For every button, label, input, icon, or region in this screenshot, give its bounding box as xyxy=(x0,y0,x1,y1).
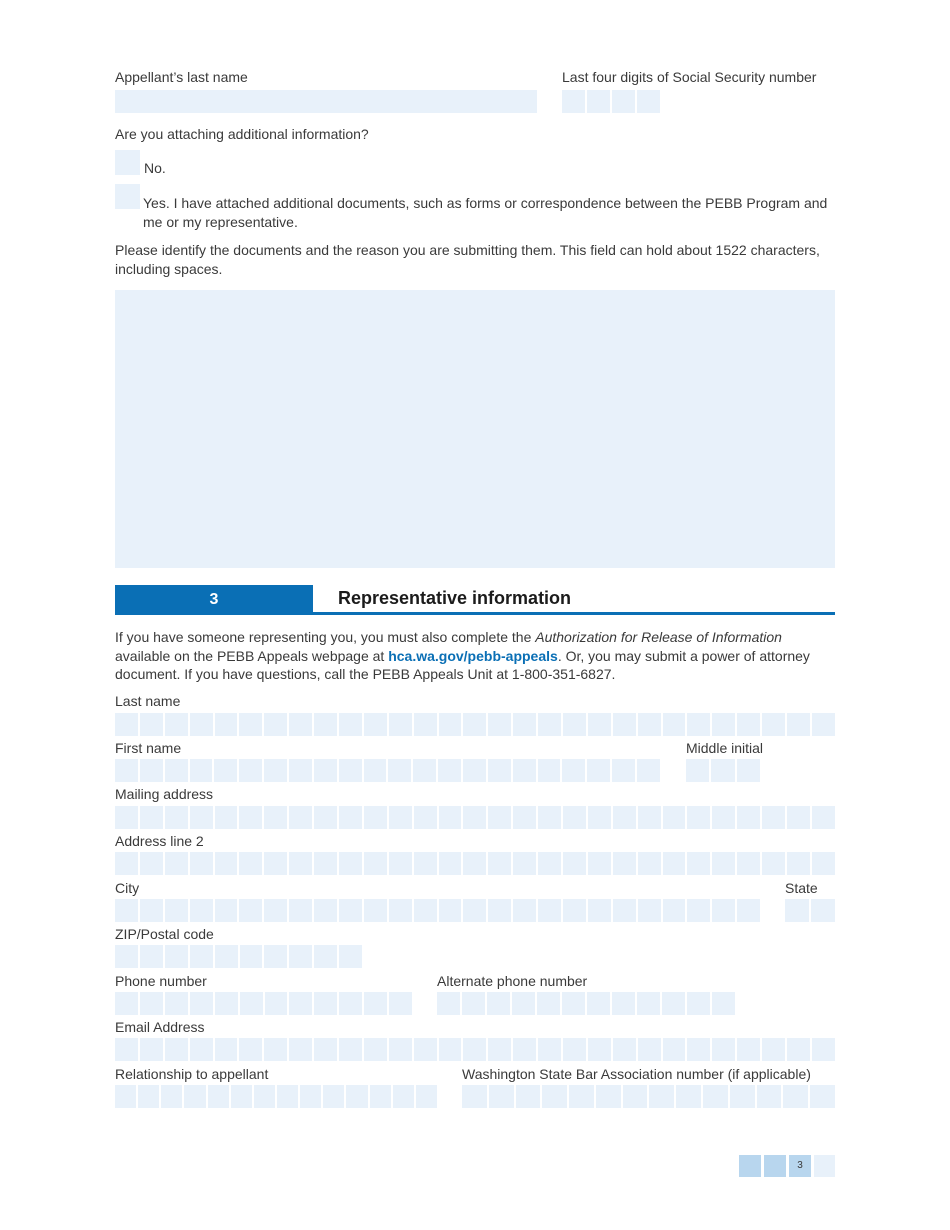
comb-cell[interactable] xyxy=(215,1038,238,1061)
comb-cell[interactable] xyxy=(712,806,735,829)
comb-cell[interactable] xyxy=(712,899,735,922)
comb-cell[interactable] xyxy=(676,1085,701,1108)
comb-cell[interactable] xyxy=(762,1038,785,1061)
comb-cell[interactable] xyxy=(339,899,362,922)
comb-cell[interactable] xyxy=(115,1085,136,1108)
comb-cell[interactable] xyxy=(612,90,635,113)
comb-cell[interactable] xyxy=(612,759,635,782)
comb-cell[interactable] xyxy=(663,899,686,922)
comb-cell[interactable] xyxy=(463,759,486,782)
comb-cell[interactable] xyxy=(663,1038,686,1061)
comb-cell[interactable] xyxy=(140,1038,163,1061)
state-input[interactable] xyxy=(785,899,835,922)
page-box-1 xyxy=(739,1155,761,1177)
comb-cell[interactable] xyxy=(762,806,785,829)
comb-cell[interactable] xyxy=(563,806,586,829)
comb-cell[interactable] xyxy=(264,945,287,968)
comb-cell[interactable] xyxy=(264,899,287,922)
comb-cell[interactable] xyxy=(140,899,163,922)
comb-cell[interactable] xyxy=(264,1038,287,1061)
comb-cell[interactable] xyxy=(289,945,312,968)
comb-cell[interactable] xyxy=(737,713,760,736)
comb-cell[interactable] xyxy=(161,1085,182,1108)
appellant-last-name-input[interactable] xyxy=(115,90,537,113)
comb-cell[interactable] xyxy=(537,992,560,1015)
intro-text-1: If you have someone representing you, you must also complete the xyxy=(115,629,536,645)
mailing-address-label: Mailing address xyxy=(115,786,214,802)
comb-cell[interactable] xyxy=(240,945,263,968)
comb-cell[interactable] xyxy=(757,1085,782,1108)
comb-cell[interactable] xyxy=(588,713,611,736)
comb-cell[interactable] xyxy=(314,806,337,829)
comb-cell[interactable] xyxy=(686,759,709,782)
comb-cell[interactable] xyxy=(612,992,635,1015)
alt-phone-label: Alternate phone number xyxy=(437,973,588,989)
comb-cell[interactable] xyxy=(785,899,809,922)
comb-cell[interactable] xyxy=(364,899,387,922)
comb-cell[interactable] xyxy=(215,945,238,968)
comb-cell[interactable] xyxy=(812,852,835,875)
comb-cell[interactable] xyxy=(140,992,163,1015)
comb-cell[interactable] xyxy=(588,852,611,875)
comb-cell[interactable] xyxy=(264,759,287,782)
comb-cell[interactable] xyxy=(389,992,412,1015)
section-number: 3 xyxy=(115,585,313,614)
comb-cell[interactable] xyxy=(339,945,362,968)
documents-textarea[interactable] xyxy=(115,290,835,568)
comb-cell[interactable] xyxy=(165,852,188,875)
zip-input[interactable] xyxy=(115,945,362,968)
comb-cell[interactable] xyxy=(323,1085,344,1108)
alt-phone-input[interactable] xyxy=(437,992,735,1015)
comb-cell[interactable] xyxy=(346,1085,367,1108)
comb-cell[interactable] xyxy=(542,1085,567,1108)
comb-cell[interactable] xyxy=(516,1085,541,1108)
comb-cell[interactable] xyxy=(289,899,312,922)
comb-cell[interactable] xyxy=(783,1085,808,1108)
comb-cell[interactable] xyxy=(737,806,760,829)
comb-cell[interactable] xyxy=(239,899,262,922)
comb-cell[interactable] xyxy=(762,713,785,736)
comb-cell[interactable] xyxy=(370,1085,391,1108)
city-label: City xyxy=(115,880,140,896)
comb-cell[interactable] xyxy=(208,1085,229,1108)
comb-cell[interactable] xyxy=(289,852,312,875)
comb-cell[interactable] xyxy=(300,1085,321,1108)
comb-cell[interactable] xyxy=(538,713,561,736)
comb-cell[interactable] xyxy=(165,1038,188,1061)
comb-cell[interactable] xyxy=(687,899,710,922)
comb-cell[interactable] xyxy=(513,759,536,782)
comb-cell[interactable] xyxy=(613,899,636,922)
no-checkbox[interactable] xyxy=(115,150,140,175)
comb-cell[interactable] xyxy=(264,806,287,829)
comb-cell[interactable] xyxy=(588,1038,611,1061)
comb-cell[interactable] xyxy=(265,992,288,1015)
comb-cell[interactable] xyxy=(563,852,586,875)
comb-cell[interactable] xyxy=(289,713,312,736)
middle-initial-label: Middle initial xyxy=(686,740,764,756)
comb-cell[interactable] xyxy=(439,852,462,875)
comb-cell[interactable] xyxy=(215,806,238,829)
comb-cell[interactable] xyxy=(638,713,661,736)
comb-cell[interactable] xyxy=(239,759,262,782)
comb-cell[interactable] xyxy=(364,852,387,875)
address-line2-label: Address line 2 xyxy=(115,833,204,849)
comb-cell[interactable] xyxy=(488,806,511,829)
comb-cell[interactable] xyxy=(687,992,710,1015)
comb-cell[interactable] xyxy=(538,852,561,875)
comb-cell[interactable] xyxy=(138,1085,159,1108)
comb-cell[interactable] xyxy=(638,806,661,829)
comb-cell[interactable] xyxy=(538,1038,561,1061)
intro-text-3: . Or, you may submit a power of attorney document. If you have questions, call the PEBB Appeals Unit at 1-800-351-6827. xyxy=(115,647,810,682)
comb-cell[interactable] xyxy=(712,1038,735,1061)
comb-cell[interactable] xyxy=(703,1085,728,1108)
attach-question: Are you attaching additional information? xyxy=(115,126,369,142)
comb-cell[interactable] xyxy=(512,992,535,1015)
comb-cell[interactable] xyxy=(513,899,536,922)
comb-cell[interactable] xyxy=(513,713,536,736)
comb-cell[interactable] xyxy=(613,806,636,829)
comb-cell[interactable] xyxy=(314,713,337,736)
comb-cell[interactable] xyxy=(314,899,337,922)
relationship-input[interactable] xyxy=(115,1085,437,1108)
comb-cell[interactable] xyxy=(264,852,287,875)
comb-cell[interactable] xyxy=(438,759,461,782)
comb-cell[interactable] xyxy=(538,759,561,782)
comb-cell[interactable] xyxy=(115,713,138,736)
comb-cell[interactable] xyxy=(140,759,163,782)
comb-cell[interactable] xyxy=(463,852,486,875)
comb-cell[interactable] xyxy=(462,1085,487,1108)
comb-cell[interactable] xyxy=(587,90,610,113)
comb-cell[interactable] xyxy=(712,852,735,875)
comb-cell[interactable] xyxy=(649,1085,674,1108)
ssn-comb-input[interactable] xyxy=(562,90,660,113)
comb-cell[interactable] xyxy=(314,852,337,875)
pebb-appeals-link[interactable]: hca.wa.gov/pebb-appeals xyxy=(388,647,558,664)
comb-cell[interactable] xyxy=(414,806,437,829)
comb-cell[interactable] xyxy=(687,713,710,736)
comb-cell[interactable] xyxy=(489,1085,514,1108)
comb-cell[interactable] xyxy=(364,759,387,782)
comb-cell[interactable] xyxy=(787,1038,810,1061)
comb-cell[interactable] xyxy=(587,759,610,782)
city-input[interactable] xyxy=(115,899,760,922)
comb-cell[interactable] xyxy=(389,806,412,829)
comb-cell[interactable] xyxy=(439,713,462,736)
wsba-label: Washington State Bar Association number (if applicable) xyxy=(462,1066,811,1082)
page-box-4 xyxy=(814,1155,835,1177)
comb-cell[interactable] xyxy=(513,852,536,875)
last-name-label: Last name xyxy=(115,693,181,709)
comb-cell[interactable] xyxy=(462,992,485,1015)
comb-cell[interactable] xyxy=(538,806,561,829)
comb-cell[interactable] xyxy=(488,713,511,736)
mailing-address-input[interactable] xyxy=(115,806,835,829)
comb-cell[interactable] xyxy=(289,759,312,782)
wsba-input[interactable] xyxy=(462,1085,835,1108)
comb-cell[interactable] xyxy=(730,1085,755,1108)
comb-cell[interactable] xyxy=(463,899,486,922)
comb-cell[interactable] xyxy=(239,806,262,829)
comb-cell[interactable] xyxy=(215,899,238,922)
comb-cell[interactable] xyxy=(737,899,760,922)
comb-cell[interactable] xyxy=(488,852,511,875)
comb-cell[interactable] xyxy=(437,992,460,1015)
comb-cell[interactable] xyxy=(663,852,686,875)
comb-cell[interactable] xyxy=(623,1085,648,1108)
comb-cell[interactable] xyxy=(190,899,213,922)
comb-cell[interactable] xyxy=(364,1038,387,1061)
intro-text-2: available on the PEBB Appeals webpage at xyxy=(115,647,389,664)
comb-cell[interactable] xyxy=(190,1038,213,1061)
comb-cell[interactable] xyxy=(563,713,586,736)
comb-cell[interactable] xyxy=(463,806,486,829)
zip-label: ZIP/Postal code xyxy=(115,926,214,942)
comb-cell[interactable] xyxy=(638,899,661,922)
comb-cell[interactable] xyxy=(339,806,362,829)
comb-cell[interactable] xyxy=(638,1038,661,1061)
comb-cell[interactable] xyxy=(588,806,611,829)
comb-cell[interactable] xyxy=(388,759,411,782)
comb-cell[interactable] xyxy=(737,852,760,875)
comb-cell[interactable] xyxy=(115,806,138,829)
comb-cell[interactable] xyxy=(339,759,362,782)
comb-cell[interactable] xyxy=(562,759,585,782)
comb-cell[interactable] xyxy=(264,713,287,736)
comb-cell[interactable] xyxy=(165,992,188,1015)
comb-cell[interactable] xyxy=(638,852,661,875)
comb-cell[interactable] xyxy=(314,1038,337,1061)
comb-cell[interactable] xyxy=(165,899,188,922)
comb-cell[interactable] xyxy=(277,1085,298,1108)
relationship-label: Relationship to appellant xyxy=(115,1066,269,1082)
intro-paragraph xyxy=(115,628,837,684)
comb-cell[interactable] xyxy=(637,992,660,1015)
comb-cell[interactable] xyxy=(463,713,486,736)
comb-cell[interactable] xyxy=(389,899,412,922)
yes-label: Yes. I have attached additional documents, such as forms or correspondence between the PEBB Program and me or my representative. xyxy=(143,195,828,230)
section-rule xyxy=(115,612,835,615)
comb-cell[interactable] xyxy=(414,1038,437,1061)
comb-cell[interactable] xyxy=(637,759,660,782)
yes-checkbox[interactable] xyxy=(115,184,140,209)
comb-cell[interactable] xyxy=(140,852,163,875)
comb-cell[interactable] xyxy=(613,713,636,736)
comb-cell[interactable] xyxy=(289,1038,312,1061)
comb-cell[interactable] xyxy=(563,899,586,922)
no-label: No. xyxy=(144,160,166,176)
comb-cell[interactable] xyxy=(289,806,312,829)
comb-cell[interactable] xyxy=(737,759,760,782)
comb-cell[interactable] xyxy=(562,90,585,113)
comb-cell[interactable] xyxy=(687,852,710,875)
comb-cell[interactable] xyxy=(513,806,536,829)
page-box-2 xyxy=(764,1155,786,1177)
comb-cell[interactable] xyxy=(115,1038,138,1061)
comb-cell[interactable] xyxy=(488,759,511,782)
intro-form-name: Authorization for Release of Information xyxy=(535,629,782,645)
comb-cell[interactable] xyxy=(439,806,462,829)
comb-cell[interactable] xyxy=(254,1085,275,1108)
comb-cell[interactable] xyxy=(812,806,835,829)
comb-cell[interactable] xyxy=(184,1085,205,1108)
comb-cell[interactable] xyxy=(389,852,412,875)
section-title: Representative information xyxy=(338,588,572,608)
comb-cell[interactable] xyxy=(787,852,810,875)
comb-cell[interactable] xyxy=(416,1085,437,1108)
comb-cell[interactable] xyxy=(587,992,610,1015)
comb-cell[interactable] xyxy=(563,1038,586,1061)
comb-cell[interactable] xyxy=(712,713,735,736)
comb-cell[interactable] xyxy=(414,713,437,736)
comb-cell[interactable] xyxy=(488,899,511,922)
comb-cell[interactable] xyxy=(239,713,262,736)
comb-cell[interactable] xyxy=(214,759,237,782)
comb-cell[interactable] xyxy=(663,806,686,829)
comb-cell[interactable] xyxy=(215,713,238,736)
first-name-label: First name xyxy=(115,740,182,756)
last-name-input[interactable] xyxy=(115,713,835,736)
comb-cell[interactable] xyxy=(538,899,561,922)
comb-cell[interactable] xyxy=(215,992,238,1015)
comb-cell[interactable] xyxy=(339,992,362,1015)
phone-label: Phone number xyxy=(115,973,207,989)
comb-cell[interactable] xyxy=(663,713,686,736)
comb-cell[interactable] xyxy=(711,759,734,782)
middle-initial-input[interactable] xyxy=(686,759,760,782)
comb-cell[interactable] xyxy=(787,806,810,829)
page-number: 3 xyxy=(789,1155,811,1177)
state-label: State xyxy=(785,880,818,896)
ssn-label: Last four digits of Social Security number xyxy=(562,69,817,85)
comb-cell[interactable] xyxy=(513,1038,536,1061)
comb-cell[interactable] xyxy=(810,1085,835,1108)
comb-cell[interactable] xyxy=(787,713,810,736)
comb-cell[interactable] xyxy=(140,806,163,829)
comb-cell[interactable] xyxy=(812,1038,835,1061)
comb-cell[interactable] xyxy=(140,945,163,968)
identify-instructions: Please identify the documents and the reason you are submitting them. This field can hold about 1522 characters, including spaces. xyxy=(115,242,820,277)
comb-cell[interactable] xyxy=(812,713,835,736)
comb-cell[interactable] xyxy=(239,1038,262,1061)
comb-cell[interactable] xyxy=(712,992,735,1015)
comb-cell[interactable] xyxy=(413,759,436,782)
comb-cell[interactable] xyxy=(389,713,412,736)
comb-cell[interactable] xyxy=(596,1085,621,1108)
comb-cell[interactable] xyxy=(364,806,387,829)
comb-cell[interactable] xyxy=(687,806,710,829)
address-line2-input[interactable] xyxy=(115,852,835,875)
comb-cell[interactable] xyxy=(115,852,138,875)
comb-cell[interactable] xyxy=(393,1085,414,1108)
comb-cell[interactable] xyxy=(414,899,437,922)
comb-cell[interactable] xyxy=(339,1038,362,1061)
comb-cell[interactable] xyxy=(190,992,213,1015)
comb-cell[interactable] xyxy=(811,899,835,922)
comb-cell[interactable] xyxy=(240,992,263,1015)
comb-cell[interactable] xyxy=(562,992,585,1015)
comb-cell[interactable] xyxy=(637,90,660,113)
comb-cell[interactable] xyxy=(662,992,685,1015)
comb-cell[interactable] xyxy=(165,713,188,736)
comb-cell[interactable] xyxy=(439,899,462,922)
comb-cell[interactable] xyxy=(389,1038,412,1061)
comb-cell[interactable] xyxy=(487,992,510,1015)
comb-cell[interactable] xyxy=(140,713,163,736)
comb-cell[interactable] xyxy=(687,1038,710,1061)
comb-cell[interactable] xyxy=(190,852,213,875)
comb-cell[interactable] xyxy=(115,899,138,922)
comb-cell[interactable] xyxy=(339,852,362,875)
comb-cell[interactable] xyxy=(414,852,437,875)
appellant-last-name-label: Appellant’s last name xyxy=(115,69,248,85)
comb-cell[interactable] xyxy=(115,992,138,1015)
comb-cell[interactable] xyxy=(588,899,611,922)
comb-cell[interactable] xyxy=(115,945,138,968)
comb-cell[interactable] xyxy=(165,945,188,968)
comb-cell[interactable] xyxy=(165,806,188,829)
comb-cell[interactable] xyxy=(339,713,362,736)
comb-cell[interactable] xyxy=(314,945,337,968)
comb-cell[interactable] xyxy=(613,1038,636,1061)
comb-cell[interactable] xyxy=(364,992,387,1015)
comb-cell[interactable] xyxy=(314,992,337,1015)
comb-cell[interactable] xyxy=(364,713,387,736)
email-input[interactable] xyxy=(115,1038,835,1061)
comb-cell[interactable] xyxy=(488,1038,511,1061)
comb-cell[interactable] xyxy=(231,1085,252,1108)
comb-cell[interactable] xyxy=(190,806,213,829)
comb-cell[interactable] xyxy=(115,759,138,782)
phone-input[interactable] xyxy=(115,992,412,1015)
first-name-input[interactable] xyxy=(115,759,660,782)
comb-cell[interactable] xyxy=(239,852,262,875)
comb-cell[interactable] xyxy=(190,945,213,968)
comb-cell[interactable] xyxy=(569,1085,594,1108)
comb-cell[interactable] xyxy=(314,759,337,782)
comb-cell[interactable] xyxy=(439,1038,462,1061)
comb-cell[interactable] xyxy=(190,759,213,782)
comb-cell[interactable] xyxy=(613,852,636,875)
comb-cell[interactable] xyxy=(737,1038,760,1061)
comb-cell[interactable] xyxy=(215,852,238,875)
comb-cell[interactable] xyxy=(190,713,213,736)
comb-cell[interactable] xyxy=(289,992,312,1015)
email-label: Email Address xyxy=(115,1019,205,1035)
comb-cell[interactable] xyxy=(165,759,188,782)
comb-cell[interactable] xyxy=(463,1038,486,1061)
comb-cell[interactable] xyxy=(762,852,785,875)
